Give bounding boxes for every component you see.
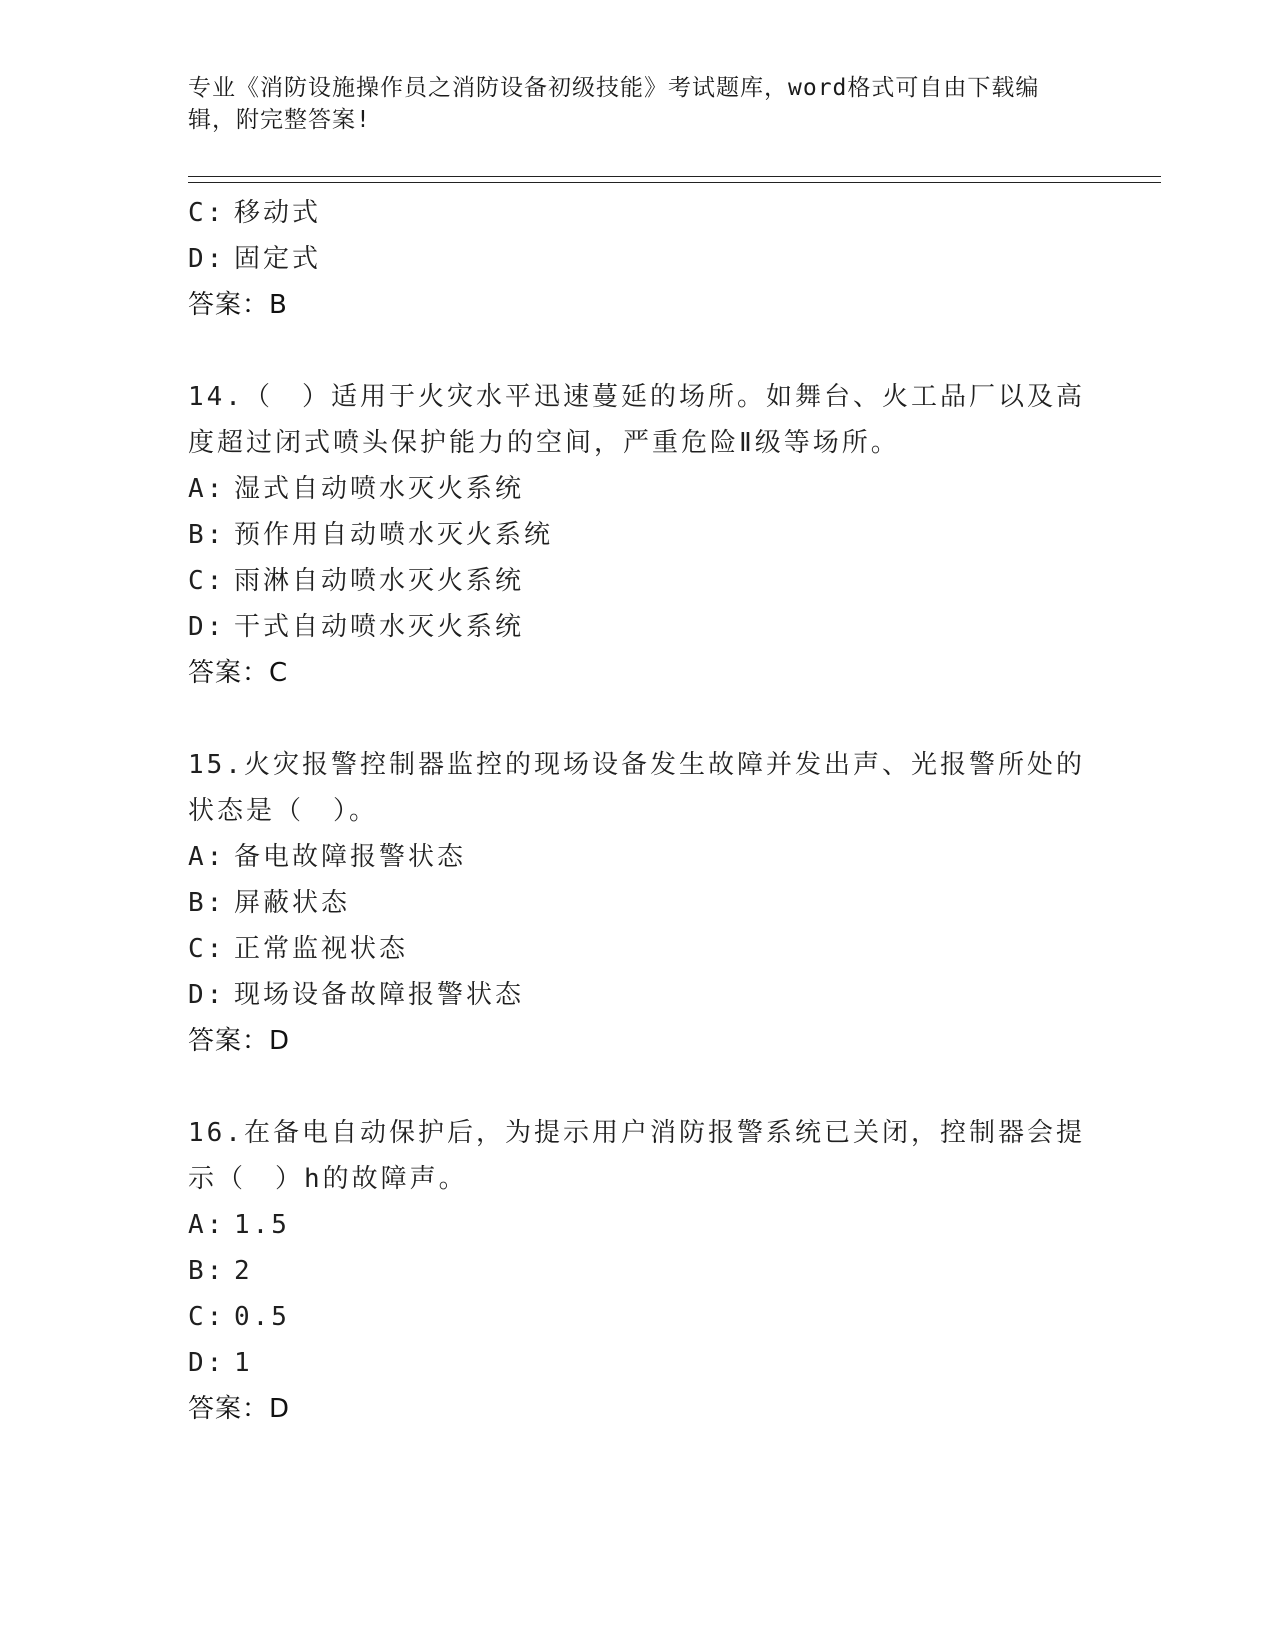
option-text: 现场设备故障报警状态 [234,980,525,1010]
option-text: 湿式自动喷水灭火系统 [234,474,525,504]
option-b [188,1248,1088,1294]
option-c [188,190,1088,236]
option-text: 0.5 [234,1302,290,1332]
question-16 [188,1110,1088,1432]
option-d [188,236,1088,282]
option-label: B: [188,1256,226,1286]
option-b [188,880,1088,926]
option-text: 移动式 [234,198,322,228]
option-label: C: [188,566,226,596]
option-label: D: [188,244,226,274]
question-14 [188,374,1088,696]
option-a [188,1202,1088,1248]
option-text: 2 [234,1256,253,1286]
carryover-question [188,190,1088,328]
question-15 [188,742,1088,1064]
option-a [188,834,1088,880]
option-label: A: [188,474,226,504]
option-c [188,926,1088,972]
option-label: C: [188,198,226,228]
option-text: 固定式 [234,244,322,274]
spacer [188,696,1088,742]
option-label: B: [188,888,226,918]
option-text: 正常监视状态 [234,934,409,964]
answer-line: 答案：B [188,290,288,320]
spacer [188,1064,1088,1110]
option-text: 干式自动喷水灭火系统 [234,612,525,642]
option-label: C: [188,1302,226,1332]
option-label: A: [188,842,226,872]
option-label: D: [188,612,226,642]
option-text: 预作用自动喷水灭火系统 [234,520,554,550]
question-stem: 16.在备电自动保护后，为提示用户消防报警系统已关闭，控制器会提示（ ）h的故障声。 [188,1118,1085,1194]
option-text: 1.5 [234,1210,290,1240]
option-c [188,558,1088,604]
question-stem: 15.火灾报警控制器监控的现场设备发生故障并发出声、光报警所处的状态是（ ）。 [188,750,1085,826]
question-list [188,190,1088,1432]
option-a [188,466,1088,512]
option-d [188,972,1088,1018]
answer-line: 答案：D [188,1026,291,1056]
option-text: 备电故障报警状态 [234,842,467,872]
option-b [188,512,1088,558]
option-label: D: [188,980,226,1010]
answer-line: 答案：D [188,1394,291,1424]
option-text: 1 [234,1348,253,1378]
option-c [188,1294,1088,1340]
option-label: C: [188,934,226,964]
header-divider-top [188,176,1161,177]
spacer [188,328,1088,374]
page-header: 专业《消防设施操作员之消防设备初级技能》考试题库，word格式可自由下载编辑，附完整答案! [188,75,1040,133]
option-text: 屏蔽状态 [234,888,351,918]
option-label: D: [188,1348,226,1378]
option-label: B: [188,520,226,550]
option-d [188,1340,1088,1386]
option-label: A: [188,1210,226,1240]
option-d [188,604,1088,650]
option-text: 雨淋自动喷水灭火系统 [234,566,525,596]
question-stem: 14.（ ）适用于火灾水平迅速蔓延的场所。如舞台、火工品厂以及高度超过闭式喷头保护能力的空间，严重危险Ⅱ级等场所。 [188,382,1085,458]
answer-line: 答案：C [188,658,289,688]
header-divider-bottom [188,182,1161,183]
